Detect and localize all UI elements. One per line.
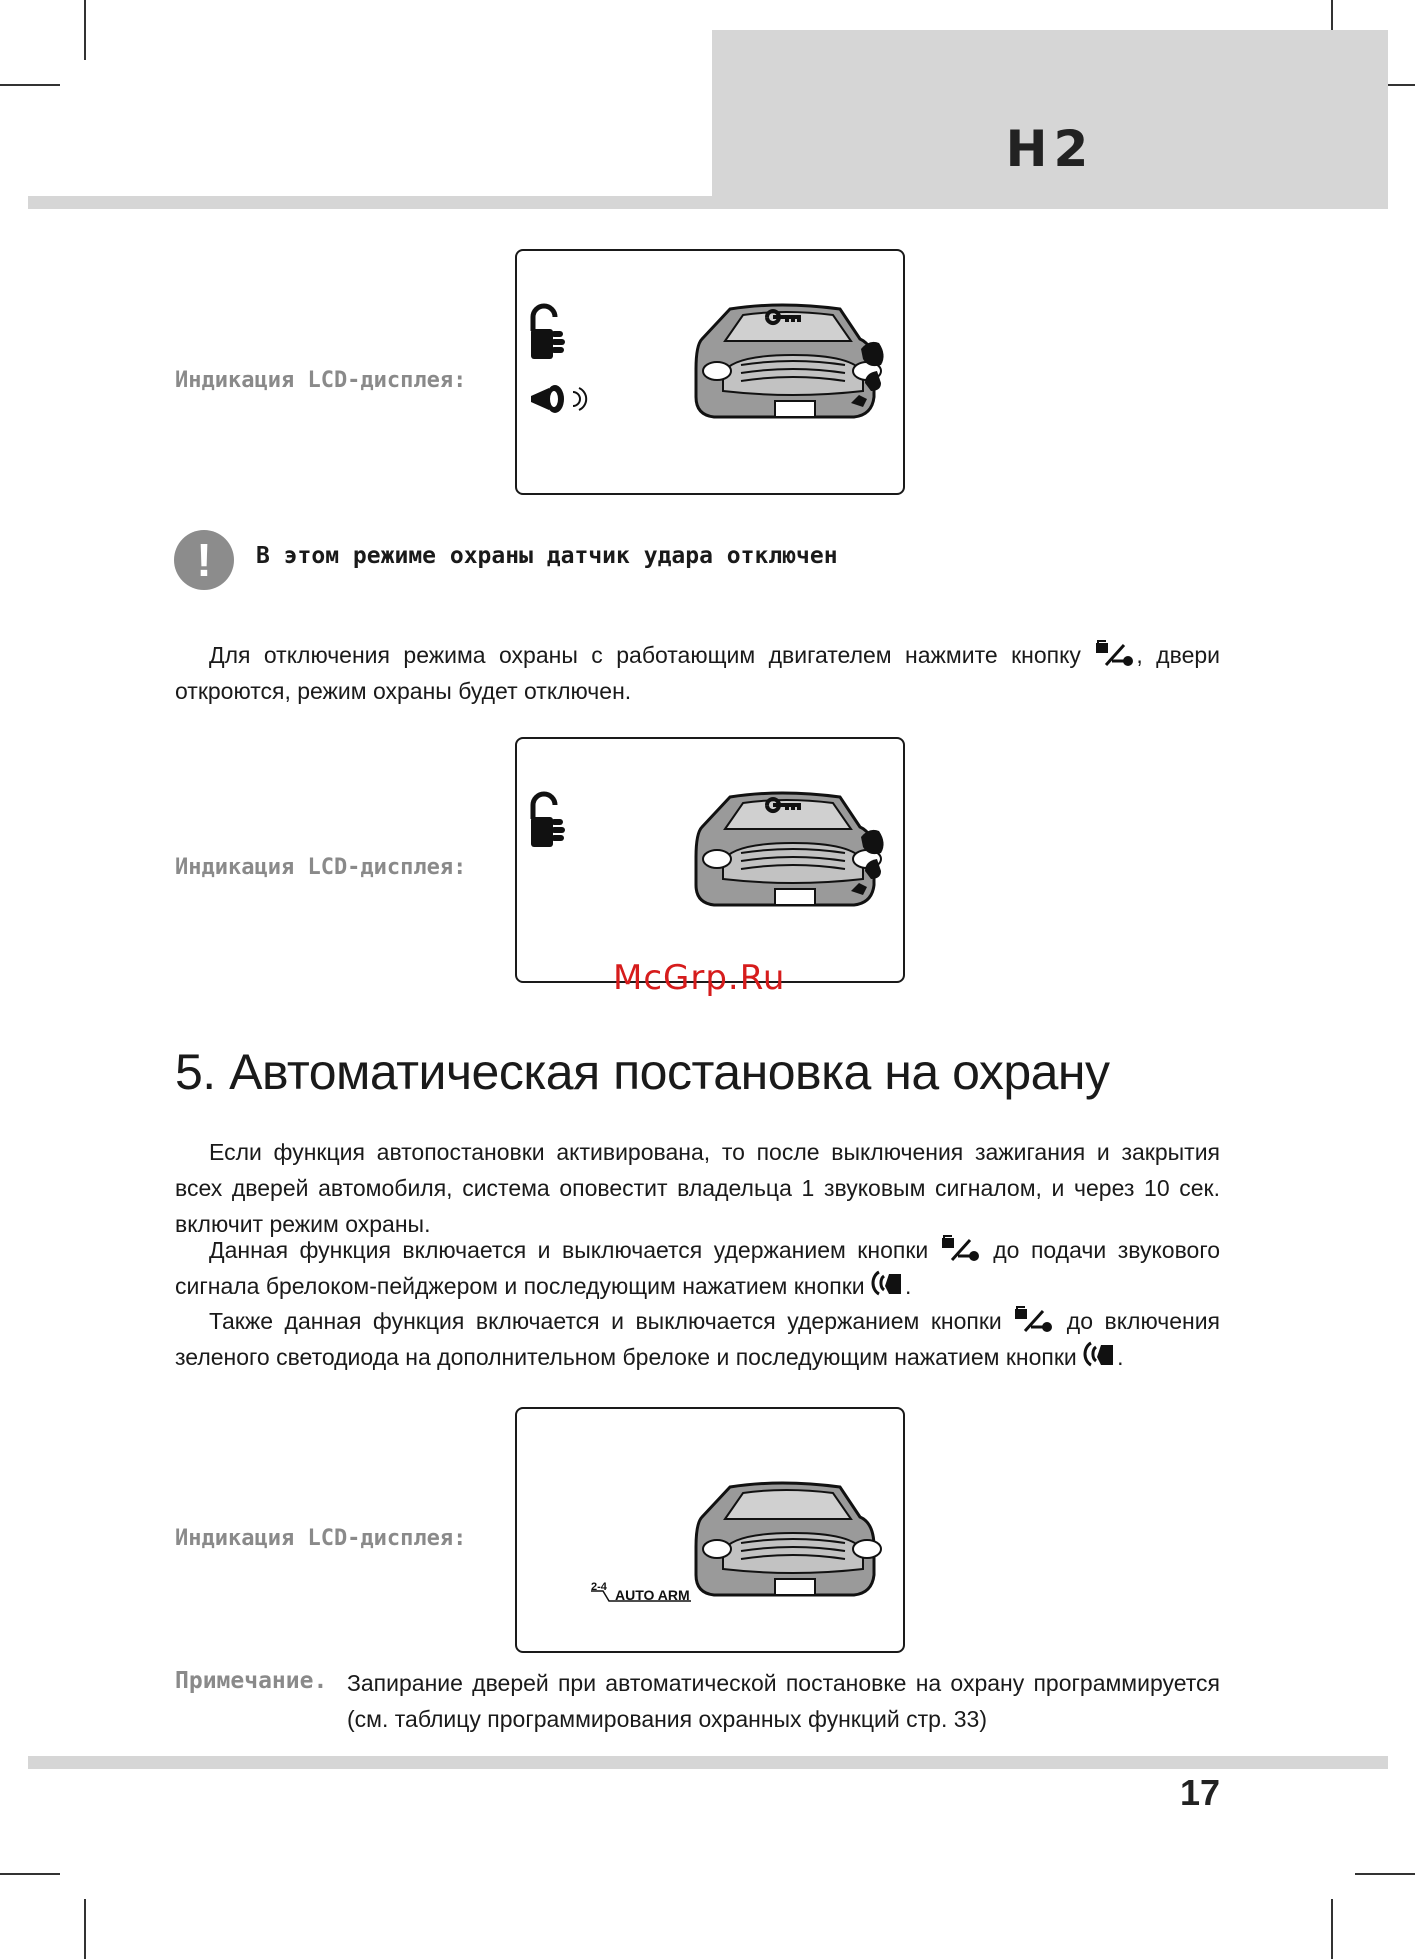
lcd-label: Индикация LCD-дисплея: [175,855,467,880]
paragraph-disarm [175,637,1220,709]
model-title: H2 [1005,120,1095,178]
lcd-label: Индикация LCD-дисплея: [175,368,467,393]
car-icon [696,305,881,417]
paragraph-text: , двери откроются, режим охраны будет отключен. [175,642,1220,704]
paragraph-auto-2 [175,1232,1220,1304]
car-icon [696,1483,881,1595]
paragraph-auto-3 [175,1303,1220,1375]
unlock-button-icon [1013,1305,1055,1333]
unlock-icon [531,794,565,847]
auto-arm-number: 2-4 [591,1581,607,1593]
crop-mark [1355,1873,1415,1875]
crop-mark [0,84,60,86]
lcd-display-1 [515,249,905,495]
paragraph-text: до включения зеленого светодиода на дополнительном брелоке и последующим нажатием кнопки [175,1308,1221,1370]
lcd-label: Индикация LCD-дисплея: [175,1526,467,1551]
unlock-icon [531,306,565,359]
paragraph-text: Данная функция включается и выключается удержанием кнопки [209,1237,929,1263]
watermark: McGrp.Ru [613,958,786,998]
warning-icon: ! [174,530,234,590]
unlock-button-icon [1094,639,1136,667]
paragraph-auto-1 [175,1134,1220,1242]
paragraph-text: . [905,1273,912,1299]
lcd-display-3 [515,1407,905,1653]
paragraph-text: до подачи звукового сигнала брелоком-пейджером и последующим нажатием кнопки [175,1237,1221,1299]
paragraph-text: Если функция автопостановки активирована, то после выключения зажигания и закрытия всех дверей автомобиля, система оповестит владельца 1 звуковым сигналом, и через 10 сек. включит режим охраны. [175,1139,1220,1237]
car-icon [696,793,881,905]
paragraph-text: . [1117,1344,1124,1370]
note-label: Примечание. [175,1668,328,1694]
footer-bar [28,1756,1388,1769]
unlock-button-icon [940,1234,982,1262]
note-text: Запирание дверей при автоматической постановке на охрану программируется (см. таблицу программирования охранных функций стр. 33) [347,1670,1220,1732]
page-number: 17 [1179,1772,1220,1813]
paragraph-text: Также данная функция включается и выключается удержанием кнопки [209,1308,1002,1334]
silent-button-icon [1083,1339,1117,1369]
crop-mark [1331,1899,1333,1959]
auto-arm-text: AUTO ARM [615,1587,690,1603]
crop-mark [0,1873,60,1875]
section-title: 5. Автоматическая постановка на охрану [175,1044,1110,1100]
crop-mark [84,1899,86,1959]
paragraph-text: Для отключения режима охраны с работающим двигателем нажмите кнопку [209,642,1081,668]
silent-button-icon [871,1268,905,1298]
lcd-display-2 [515,737,905,983]
crop-mark [84,0,86,60]
warning-text: В этом режиме охраны датчик удара отключен [256,543,838,569]
header-bar [28,196,1388,209]
siren-icon [531,385,586,413]
